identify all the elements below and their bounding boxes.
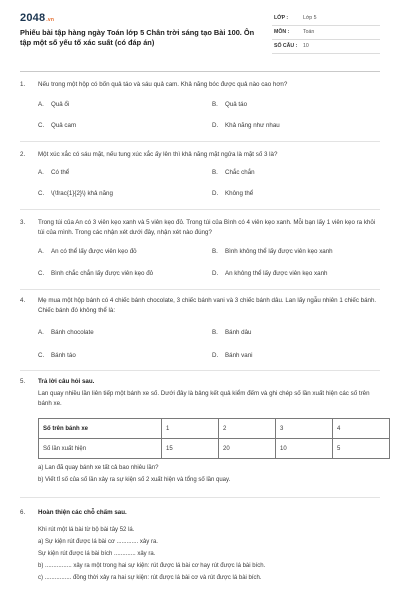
divider bbox=[20, 497, 380, 498]
table-row bbox=[39, 439, 390, 459]
table-cell: 2 bbox=[219, 419, 276, 439]
table-cell: 4 bbox=[333, 419, 390, 439]
q6-line-b: b) ................ xảy ra một trong hai sự kiện: rút được lá bài cơ hay rút được lá bài bích. bbox=[38, 563, 266, 569]
table-cell: 5 bbox=[333, 439, 390, 459]
divider bbox=[20, 289, 380, 290]
table-cell: Số trên bánh xe bbox=[39, 419, 162, 439]
q6-line-c: c) ................ đồng thời xảy ra hai sự kiện: rút được lá bài cơ và rút được lá bài bích. bbox=[38, 575, 262, 581]
table-cell: 15 bbox=[162, 439, 219, 459]
meta-row-subject: MÔN : Toán bbox=[272, 26, 380, 40]
divider bbox=[20, 370, 380, 371]
question-5-text: Lan quay nhiều lần liên tiếp một bánh xe số. Dưới đây là bảng kết quả kiểm đếm và ghi chép số lần xuất hiện các số trên bánh xe. bbox=[38, 390, 370, 407]
worksheet-header bbox=[20, 12, 380, 58]
q6-intro: Khi rút một lá bài từ bộ bài tây 52 lá. bbox=[38, 527, 135, 533]
header-divider bbox=[20, 71, 380, 72]
worksheet-meta bbox=[272, 12, 380, 54]
meta-row-grade: LỚP : Lớp 5 bbox=[272, 12, 380, 26]
worksheet-title: Phiếu bài tập hàng ngày Toán lớp 5 Chân trời sáng tạo Bài 100. Ôn tập một số yếu tố xác suất (có đáp án) bbox=[20, 28, 255, 47]
q6-line-a2: Sự kiện rút được lá bài bích ............. xảy ra. bbox=[38, 551, 156, 557]
table-cell: 20 bbox=[219, 439, 276, 459]
meta-row-count: SỐ CÂU : 10 bbox=[272, 40, 380, 54]
result-table bbox=[38, 418, 390, 459]
divider bbox=[20, 141, 380, 142]
table-cell: 10 bbox=[276, 439, 333, 459]
q5-part-b: b) Viết tỉ số của số lần xảy ra sự kiện số 2 xuất hiện và tổng số lần quay. bbox=[38, 477, 231, 483]
table-cell: 1 bbox=[162, 419, 219, 439]
q5-part-a: a) Lan đã quay bánh xe tất cả bao nhiêu lần? bbox=[38, 465, 159, 471]
table-row bbox=[39, 419, 390, 439]
table-cell: Số lần xuất hiện bbox=[39, 439, 162, 459]
divider bbox=[20, 209, 380, 210]
site-logo[interactable]: 2048.vn bbox=[20, 12, 55, 24]
table-cell: 3 bbox=[276, 419, 333, 439]
q6-line-a: a) Sự kiện rút được lá bài cơ ............. xảy ra. bbox=[38, 539, 158, 545]
